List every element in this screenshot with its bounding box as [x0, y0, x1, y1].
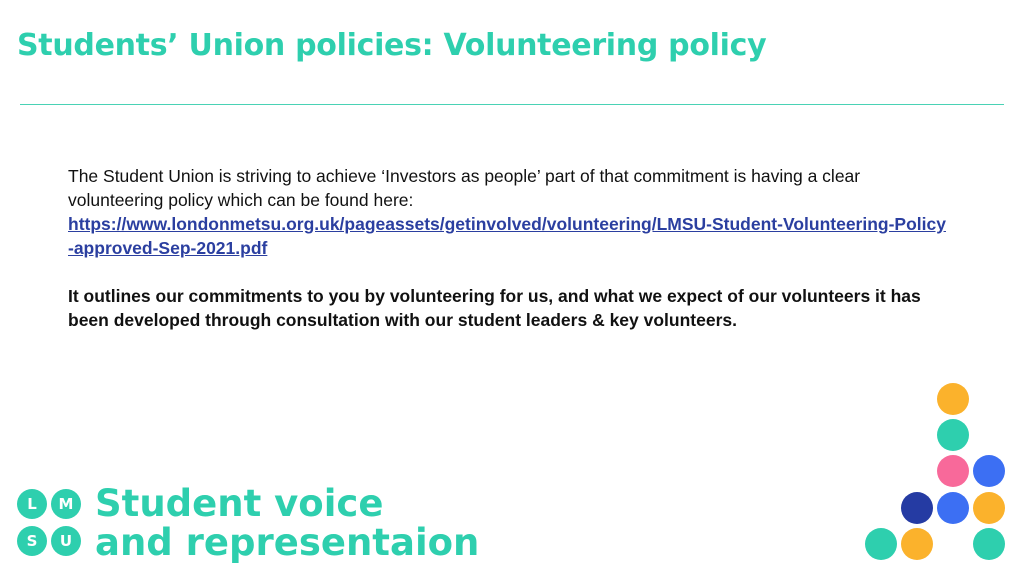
- title-divider: [20, 104, 1004, 105]
- intro-paragraph: [68, 164, 948, 260]
- slide-title: Students’ Union policies: Volunteering policy: [17, 28, 767, 63]
- decorative-dot: [937, 492, 969, 524]
- decorative-dot: [973, 492, 1005, 524]
- logo-tagline-line-2: and representaion: [95, 521, 480, 564]
- lmsu-logo: [17, 482, 480, 567]
- intro-text: The Student Union is striving to achieve ‘Investors as people’ part of that commitment is having a clear volunteering policy which can be found here:: [68, 166, 861, 210]
- decorative-dot: [901, 492, 933, 524]
- decorative-dot: [973, 455, 1005, 487]
- decorative-dot: [865, 528, 897, 560]
- decorative-dot: [937, 455, 969, 487]
- logo-badge-l: L: [17, 489, 47, 519]
- logo-tagline-line-1: Student voice: [95, 482, 384, 525]
- decorative-dot: [973, 528, 1005, 560]
- decorative-dot: [901, 528, 933, 560]
- slide-body: [68, 164, 948, 332]
- logo-badge-m: M: [51, 489, 81, 519]
- logo-badge-s: S: [17, 526, 47, 556]
- logo-badge-u: U: [51, 526, 81, 556]
- decorative-dot: [937, 419, 969, 451]
- volunteering-policy-link[interactable]: https://www.londonmetsu.org.uk/pageassets/getinvolved/volunteering/LMSU-Student-Volunteering-Policy-approved-Sep-2021.pdf: [68, 214, 946, 258]
- decorative-dot: [937, 383, 969, 415]
- commitments-paragraph: It outlines our commitments to you by volunteering for us, and what we expect of our volunteers it has been developed through consultation with our student leaders & key volunteers.: [68, 286, 921, 330]
